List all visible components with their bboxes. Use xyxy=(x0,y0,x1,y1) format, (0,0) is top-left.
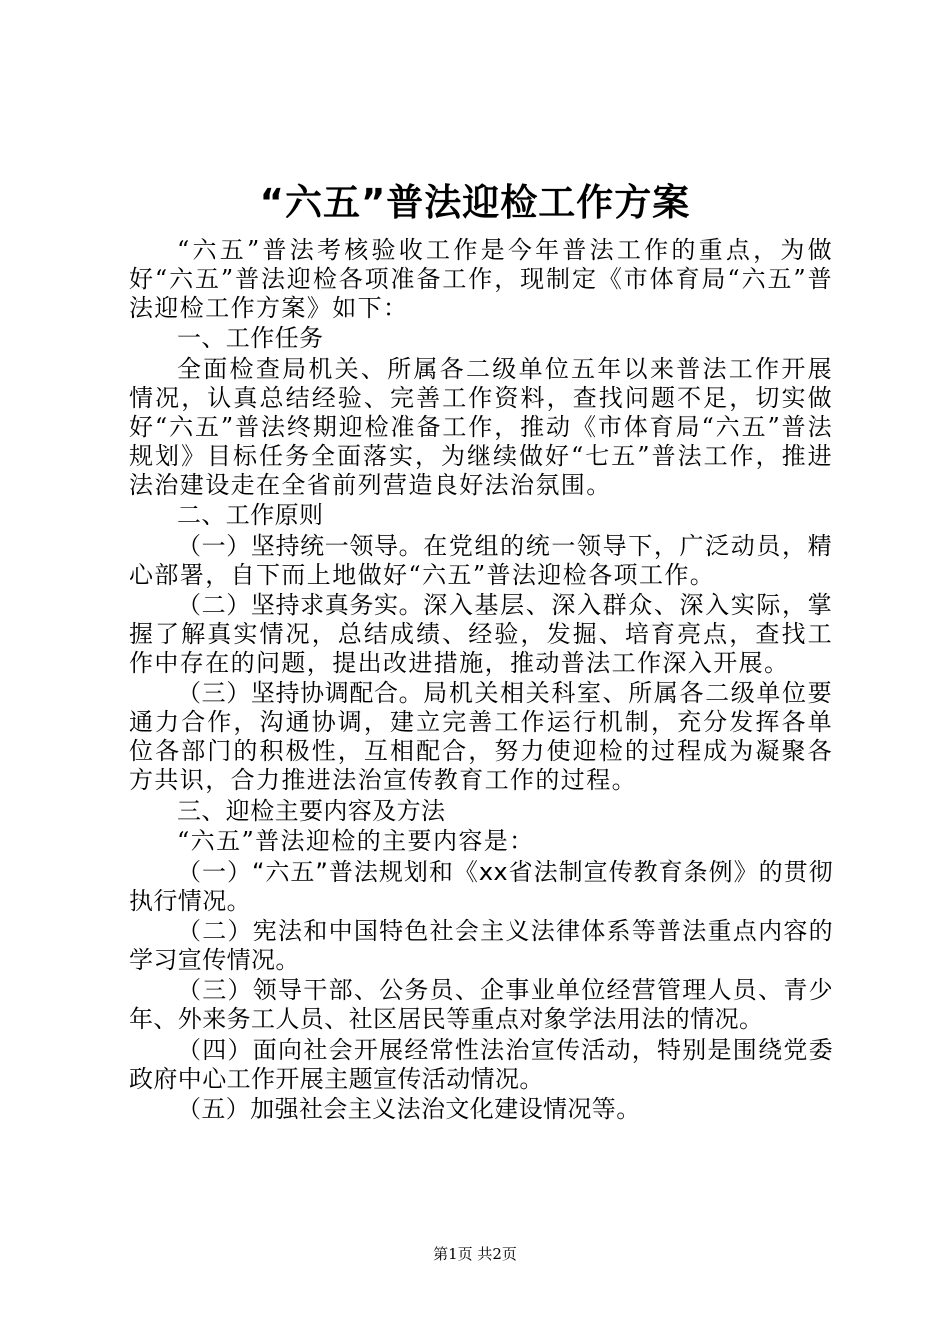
principle-item-2 xyxy=(129,591,833,678)
principle-text-3: 局机关相关科室、所属各二级单位要通力合作，沟通协调，建立完善工作运行机制，充分发挥各单位各部门的积极性，互相配合，努力使迎检的过程成为凝聚各方共识，合力推进法治宣传教育工作的过程。 xyxy=(129,679,834,795)
content-item-1: （一）“六五”普法规划和《xx省法制宣传教育条例》的贯彻执行情况。 xyxy=(129,857,833,915)
content-item-2: （二）宪法和中国特色社会主义法律体系等普法重点内容的学习宣传情况。 xyxy=(129,916,833,974)
principle-text-1: 在党组的统一领导下，广泛动员，精心部署，自下而上地做好“六五”普法迎检各项工作。 xyxy=(129,531,834,589)
section-1-paragraph: 全面检查局机关、所属各二级单位五年以来普法工作开展情况，认真总结经验、完善工作资料，查找问题不足，切实做好“六五”普法终期迎检准备工作，推动《市体育局“六五”普法规划》目标任务全面落实，为继续做好“七五”普法工作，推进法治建设走在全省前列营造良好法治氛围。 xyxy=(129,354,833,499)
content-item-4: （四）面向社会开展经常性法治宣传活动，特别是围绕党委政府中心工作开展主题宣传活动情况。 xyxy=(129,1035,833,1093)
section-heading-2: 二、工作原则 xyxy=(177,501,324,530)
section-heading-3: 三、迎检主要内容及方法 xyxy=(177,796,446,825)
principle-lead-3: （三）坚持协调配合。 xyxy=(177,679,424,708)
principle-lead-2: （二）坚持求真务实。 xyxy=(177,590,424,619)
content-item-5: （五）加强社会主义法治文化建设情况等。 xyxy=(177,1095,641,1124)
section-3-intro: “六五”普法迎检的主要内容是： xyxy=(177,827,535,856)
document-title: “六五”普法迎检工作方案 xyxy=(259,181,691,224)
principle-text-2: 深入基层、深入群众、深入实际，掌握了解真实情况，总结成绩、经验，发掘、培育亮点，查找工作中存在的问题，提出改进措施，推动普法工作深入开展。 xyxy=(129,590,834,677)
document-body xyxy=(129,236,833,1125)
intro-paragraph: “六五”普法考核验收工作是今年普法工作的重点，为做好“六五”普法迎检各项准备工作，现制定《市体育局“六五”普法迎检工作方案》如下： xyxy=(129,236,833,322)
principle-lead-1: （一）坚持统一领导。 xyxy=(177,531,424,560)
principle-item-3 xyxy=(129,679,833,795)
principle-item-1 xyxy=(129,532,833,590)
content-item-3: （三）领导干部、公务员、企事业单位经营管理人员、青少年、外来务工人员、社区居民等重点对象学法用法的情况。 xyxy=(129,976,833,1034)
section-heading-1: 一、工作任务 xyxy=(177,324,324,353)
page-footer: 第1页 共2页 xyxy=(433,1245,517,1263)
